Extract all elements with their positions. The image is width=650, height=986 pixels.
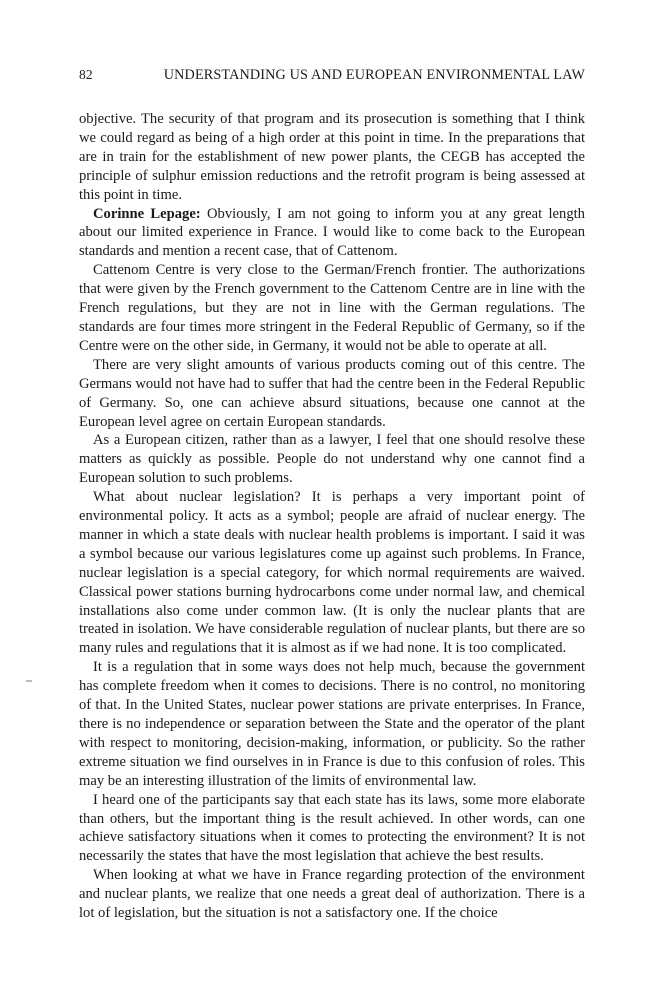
paragraph-text: When looking at what we have in France regarding protection of the environment and nuclear plants, we realize that one needs a great deal of authorization. There is a lot of legislation, but the situation is not a satisfactory one. If the choice <box>79 867 585 922</box>
paragraph <box>79 356 585 432</box>
paragraph <box>79 488 585 658</box>
running-head <box>79 66 585 84</box>
paragraph-text: It is a regulation that in some ways does not help much, because the government has complete freedom when it comes to decisions. There is no control, no monitoring of that. In the United States, nuclear power stations are private enterprises. In France, there is no independence or separation between the State and the operator of the plant with respect to monitoring, decision-making, information, or publicity. So the rather extreme situation we find ourselves in in France is due to this confusion of roles. This may be an interesting illustration of the limits of environmental law. <box>79 659 585 789</box>
running-title: UNDERSTANDING US AND EUROPEAN ENVIRONMENTAL LAW <box>163 67 585 83</box>
body-text <box>79 110 585 923</box>
paragraph-text: As a European citizen, rather than as a lawyer, I feel that one should resolve these matters as quickly as possible. People do not understand why one cannot find a European solution to such problems. <box>79 432 585 487</box>
paragraph <box>79 110 585 205</box>
paragraph <box>79 431 585 488</box>
paragraph <box>79 658 585 790</box>
page-number: 82 <box>79 67 93 82</box>
paragraph-text: What about nuclear legislation? It is perhaps a very important point of environmental policy. It acts as a symbol; people are afraid of nuclear energy. The manner in which a state deals with nuclear health problems is important. I said it was a symbol because our various legislatures come up against such problems. In France, nuclear legislation is a special category, for which normal requirements are waived. Classical power stations burning hydrocarbons come under normal law, and chemical installations also come under common law. (It is only the nuclear plants that are treated in isolation. We have considerable regulation of nuclear plants, but there are so many rules and regulations that it is almost as if we had none. It is too complicated. <box>79 489 585 657</box>
paragraph-text: objective. The security of that program and its prosecution is something that I think we could regard as being of a high order at this point in time. In the preparations that are in train for the establishment of new power plants, the CEGB has accepted the principle of sulphur emission reductions and the retrofit program is being assessed at this point in time. <box>79 111 585 203</box>
paragraph-text: There are very slight amounts of various products coming out of this centre. The Germans would not have had to suffer that had the centre been in the Federal Republic of Germany. So, one can achieve absurd situations, because one cannot at the European level agree on certain European standards. <box>79 356 585 430</box>
paragraph <box>79 791 585 867</box>
paragraph <box>79 261 585 356</box>
paragraph <box>79 866 585 923</box>
speaker-name: Corinne Lepage: <box>93 205 201 222</box>
paragraph <box>79 205 585 262</box>
paragraph-text: I heard one of the participants say that each state has its laws, some more elaborate than others, but the important thing is the result achieved. In other words, can one achieve satisfactory situations when it comes to protecting the environment? It is not necessarily the states that have the most legislation that achieve the best results. <box>79 791 585 865</box>
margin-mark <box>26 680 32 682</box>
paragraph-text: Cattenom Centre is very close to the German/French frontier. The authorizations that were given by the French government to the Cattenom Centre are in line with the French regulations, but they are not in line with the German regulations. The standards are four times more stringent in the Federal Republic of Germany, so if the Centre were on the other side, in Germany, it would not be able to operate at all. <box>79 262 585 354</box>
paragraph-text: Obviously, I am not going to inform you at any great length about our limited experience in France. I would like to come back to the European standards and mention a recent case, that of Cattenom. <box>79 205 585 260</box>
